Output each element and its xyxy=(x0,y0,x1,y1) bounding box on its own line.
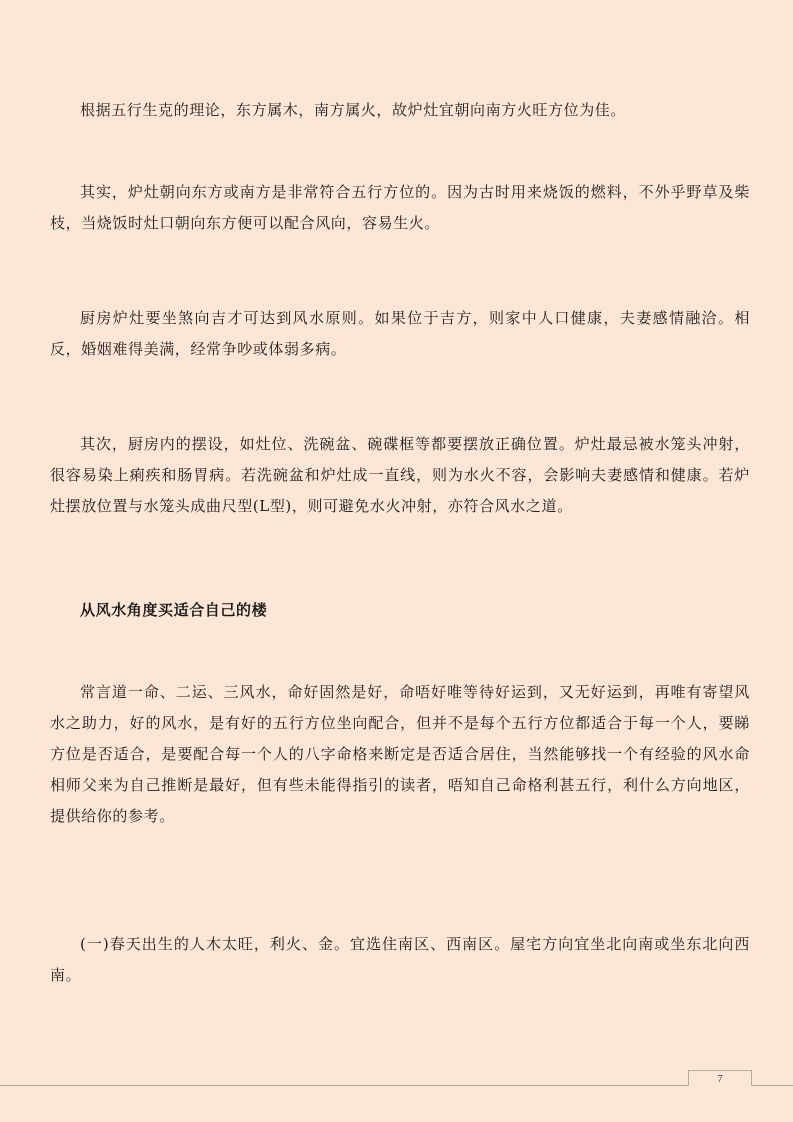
paragraph-kitchen-layout: 其次，厨房内的摆设，如灶位、洗碗盆、碗碟框等都要摆放正确位置。炉灶最忌被水笼头冲射，很容易染上痢疾和肠胃病。若洗碗盆和炉灶成一直线，则为水火不容，会影响夫妻感情和健康。若炉灶摆放位置与水笼头成曲尺型(L型)，则可避免水火冲射，亦符合风水之道。 xyxy=(50,435,750,515)
paragraph-five-elements: 其实，炉灶朝向东方或南方是非常符合五行方位的。因为古时用来烧饭的燃料，不外乎野草及柴枝，当烧饭时灶口朝向东方便可以配合风向，容易生火。 xyxy=(50,183,750,232)
paragraph-fengshui-intro: 常言道一命、二运、三风水，命好固然是好，命唔好唯等待好运到，又无好运到，再唯有寄望风水之助力，好的风水，是有好的五行方位坐向配合，但并不是每个五行方位都适合于每一个人，要睇方位是否适合，是要配合每一个人的八字命格来断定是否适合居住，当然能够找一个有经验的风水命相师父来为自己推断是最好，但有些未能得指引的读者，唔知自己命格利甚五行，利什么方向地区，提供给你的参考。 xyxy=(50,683,750,825)
page-number: 7 xyxy=(688,1070,752,1086)
paragraph-stove-direction: 根据五行生克的理论，东方属木，南方属火，故炉灶宜朝向南方火旺方位为佳。 xyxy=(80,101,627,119)
paragraph-kitchen-stove: 厨房炉灶要坐煞向吉才可达到风水原则。如果位于吉方，则家中人口健康，夫妻感情融洽。相反，婚姻难得美满，经常争吵或体弱多病。 xyxy=(50,309,750,358)
paragraph-spring-born: (一)春天出生的人木太旺，利火、金。宜选住南区、西南区。屋宅方向宜坐北向南或坐东北向西南。 xyxy=(50,935,750,984)
footer-rule xyxy=(0,1085,793,1086)
section-heading: 从风水角度买适合自己的楼 xyxy=(80,601,268,619)
